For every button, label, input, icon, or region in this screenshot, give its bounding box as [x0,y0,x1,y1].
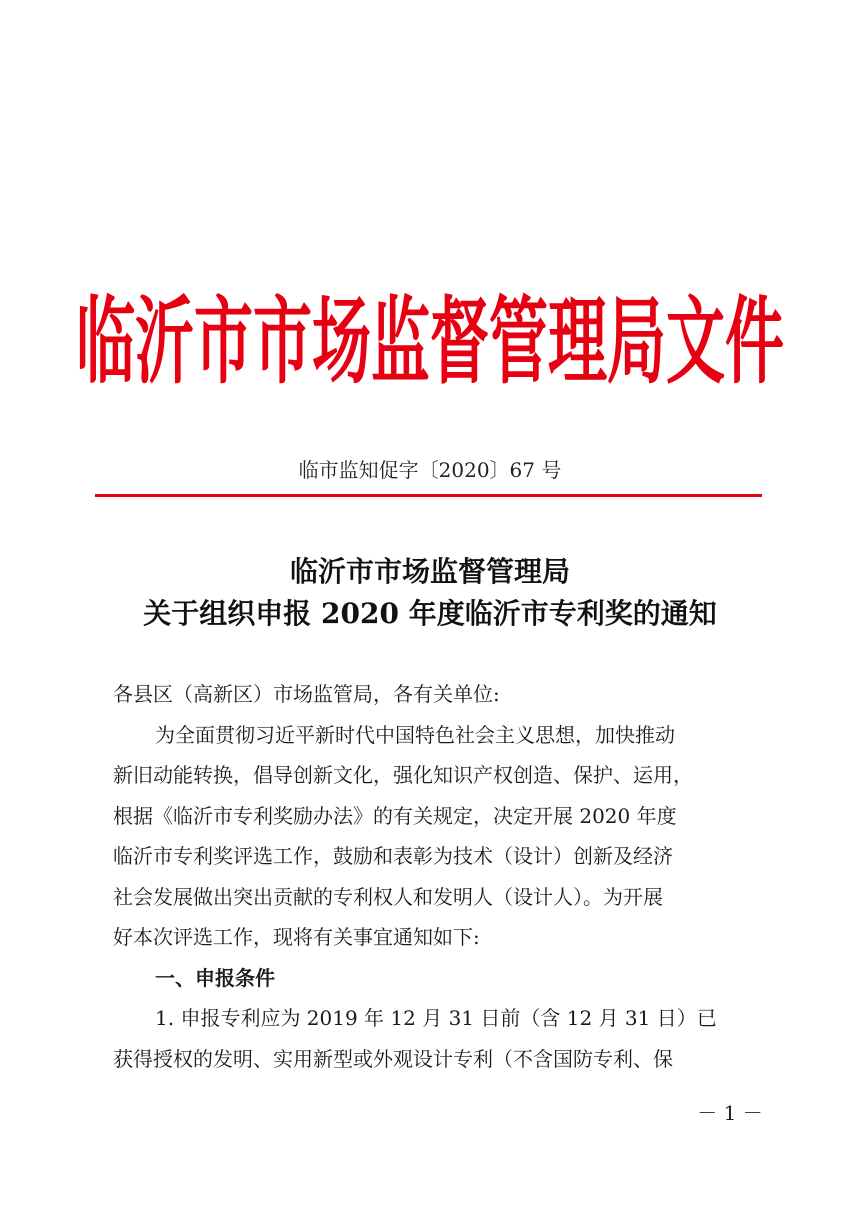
red-divider-line [95,494,762,497]
document-number: 临市监知促字〔2020〕67 号 [298,458,562,482]
page-number: － 1 － [697,1101,763,1125]
notice-title-line-1: 临沂市市场监督管理局 [289,555,570,588]
paragraph-1-line-2: 新旧动能转换，倡导创新文化，强化知识产权创造、保护、运用， [113,763,693,787]
section-heading-application-conditions: 一、申报条件 [155,965,275,990]
document-masthead: 临沂市市场监督管理局文件 [75,286,784,397]
notice-title-line-2: 关于组织申报 2020 年度临沂市专利奖的通知 [143,597,717,630]
item-1-line-2: 获得授权的发明、实用新型或外观设计专利（不含国防专利、保 [113,1046,673,1071]
paragraph-1-line-6: 好本次评选工作，现将有关事宜通知如下: [113,925,480,949]
item-1-line-1: 1. 申报专利应为 2019 年 12 月 31 日前（含 12 月 31 日）已 [155,1006,717,1030]
salutation: 各县区（高新区）市场监管局，各有关单位: [113,682,500,706]
paragraph-1-line-4: 临沂市专利奖评选工作，鼓励和表彰为技术（设计）创新及经济 [113,844,673,868]
paragraph-1-line-1: 为全面贯彻习近平新时代中国特色社会主义思想，加快推动 [155,722,675,747]
paragraph-1-line-5: 社会发展做出突出贡献的专利权人和发明人（设计人）。为开展 [113,884,663,909]
paragraph-1-line-3: 根据《临沂市专利奖励办法》的有关规定，决定开展 2020 年度 [113,803,677,828]
notice-body [113,674,753,1079]
